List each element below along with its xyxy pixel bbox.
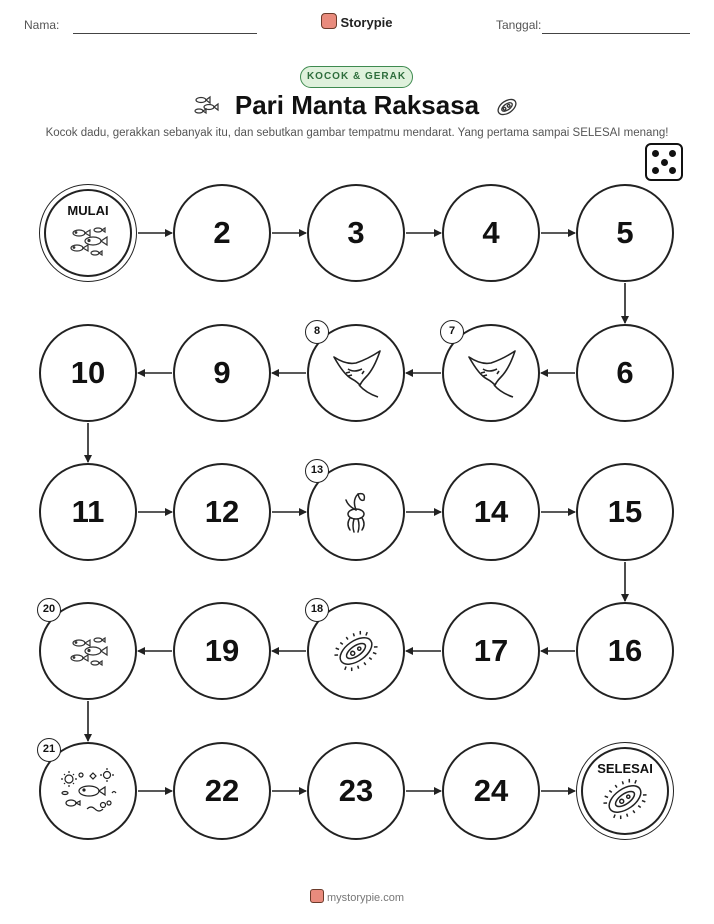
space-number-badge: 7 (440, 320, 464, 344)
board-space-10 (39, 324, 137, 422)
space-number: 10 (70, 355, 106, 390)
board-space-23 (307, 742, 405, 840)
space-number: 14 (473, 494, 509, 529)
ocean-life-icon (57, 765, 119, 817)
board-space-6 (576, 324, 674, 422)
board-space-5 (576, 184, 674, 282)
space-number-badge: 8 (305, 320, 329, 344)
space-number-badge: 21 (37, 738, 61, 762)
finish-space (576, 742, 674, 840)
space-number: 24 (473, 773, 509, 808)
space-number: 4 (482, 215, 500, 250)
space-number-badge: 18 (305, 598, 329, 622)
storypie-logo-icon (310, 889, 324, 903)
manta-ray-icon (461, 345, 521, 401)
board-space-24 (442, 742, 540, 840)
space-number: 15 (607, 494, 643, 529)
board-space-17 (442, 602, 540, 700)
board-space-16 (576, 602, 674, 700)
footer-text: mystorypie.com (326, 892, 405, 904)
start-space (39, 184, 137, 282)
start-label: MULAI (67, 203, 109, 218)
space-number-badge: 20 (37, 598, 61, 622)
board-space-4 (442, 184, 540, 282)
board-space-18 (307, 602, 405, 700)
board-space-13 (307, 463, 405, 561)
fish-school-icon (65, 224, 111, 258)
board-space-19 (173, 602, 271, 700)
board-space-9 (173, 324, 271, 422)
finish-label: SELESAI (597, 761, 653, 776)
board-space-14 (442, 463, 540, 561)
space-number: 9 (213, 355, 231, 390)
board-space-22 (173, 742, 271, 840)
fish-school-icon (65, 634, 111, 668)
board-space-2 (173, 184, 271, 282)
space-number: 22 (204, 773, 240, 808)
space-number: 3 (347, 215, 365, 250)
seaweed-icon (336, 488, 376, 536)
space-number: 23 (338, 773, 374, 808)
board-space-3 (307, 184, 405, 282)
space-number: 16 (607, 633, 643, 668)
brand-text: Storypie (340, 15, 393, 30)
space-number: 19 (204, 633, 240, 668)
space-number: 12 (204, 494, 240, 529)
space-number: 5 (616, 215, 634, 250)
page-title: Pari Manta Raksasa (234, 90, 480, 120)
category-badge: KOCOK & GERAK (300, 66, 413, 88)
name-label: Nama: (24, 18, 60, 32)
plankton-icon (600, 774, 650, 824)
board-space-7 (442, 324, 540, 422)
board-space-15 (576, 463, 674, 561)
date-label: Tanggal: (496, 18, 542, 32)
space-number: 17 (473, 633, 509, 668)
board-space-8 (307, 324, 405, 422)
board-space-12 (173, 463, 271, 561)
manta-ray-icon (326, 345, 386, 401)
space-number-badge: 13 (305, 459, 329, 483)
board-space-21 (39, 742, 137, 840)
board-space-20 (39, 602, 137, 700)
board-space-11 (39, 463, 137, 561)
space-number: 6 (616, 355, 634, 390)
instructions: Kocok dadu, gerakkan sebanyak itu, dan sebutkan gambar tempatmu mendarat. Yang pertama sampai SELESAI menang! (45, 127, 669, 139)
space-number: 11 (71, 494, 105, 529)
plankton-icon (331, 626, 381, 676)
space-number: 2 (213, 215, 231, 250)
footer (0, 889, 714, 904)
